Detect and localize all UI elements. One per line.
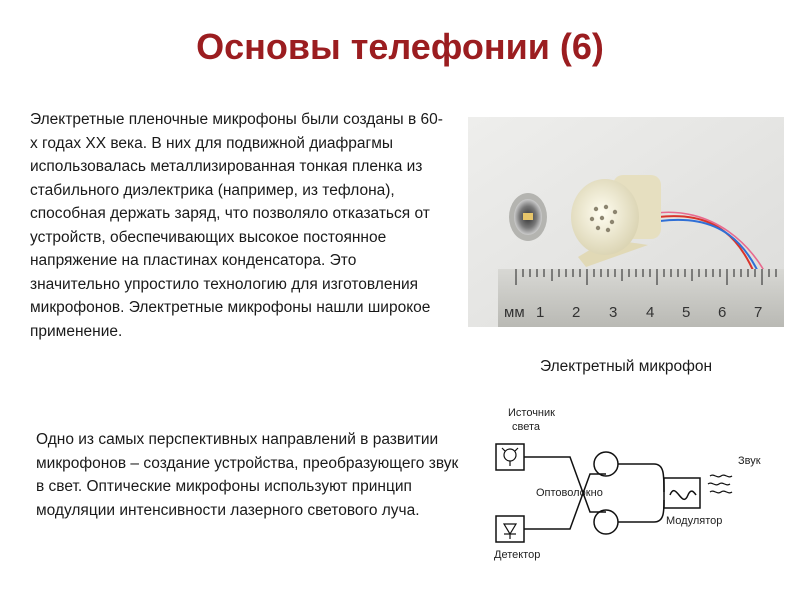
label-modulator: Модулятор <box>666 515 723 527</box>
paragraph-optical: Одно из самых перспективных направлений в развитии микрофонов – создание устройства, преобразующего звук в свет. Оптические микрофоны используют принцип модуляции интенсивности лазерного светового луча. <box>36 431 459 519</box>
ruler-number: 5 <box>682 304 691 321</box>
ruler-number: 6 <box>718 304 727 321</box>
ruler-number: 1 <box>536 304 545 321</box>
lightbulb-icon <box>502 448 518 466</box>
fiber-coil-bottom <box>594 510 618 534</box>
paragraph-electret: Электретные пленочные микрофоны были созданы в 60-х годах XX века. В них для подвижной диафрагмы использовалась металлизированная тонкая пленка из стабильного диэлектрика (например, из тефлона), способная держать заряд, что позволяло отказаться от устройств, обеспечивающих высокое постоянное напряжение на пластинах конденсатора. Это значительно упростило технологию для изготовления микрофонов. Электретные микрофоны нашли широкое применение. <box>30 111 443 340</box>
ruler <box>498 269 784 327</box>
label-light-source-2: света <box>512 421 541 433</box>
label-fiber: Оптоволокно <box>536 487 603 499</box>
ruler-number: 4 <box>646 304 655 321</box>
optical-microphone-diagram <box>488 400 784 568</box>
label-detector: Детектор <box>494 549 541 561</box>
electret-microphone-photo <box>468 117 784 327</box>
label-sound: Звук <box>738 455 761 467</box>
fiber-coil-top <box>594 452 618 476</box>
sound-waves-icon <box>708 475 732 493</box>
ruler-number: 3 <box>609 304 618 321</box>
light-source-box <box>496 444 524 470</box>
ruler-number: 2 <box>572 304 581 321</box>
label-light-source: Источник <box>508 407 555 419</box>
ruler-number: 7 <box>754 304 763 321</box>
photo-caption: Электретный микрофон <box>539 358 713 375</box>
page-title: Основы телефонии (6) <box>196 26 604 67</box>
jack-connector <box>509 193 547 241</box>
ruler-unit: мм <box>504 304 525 321</box>
photodiode-icon <box>504 524 516 539</box>
